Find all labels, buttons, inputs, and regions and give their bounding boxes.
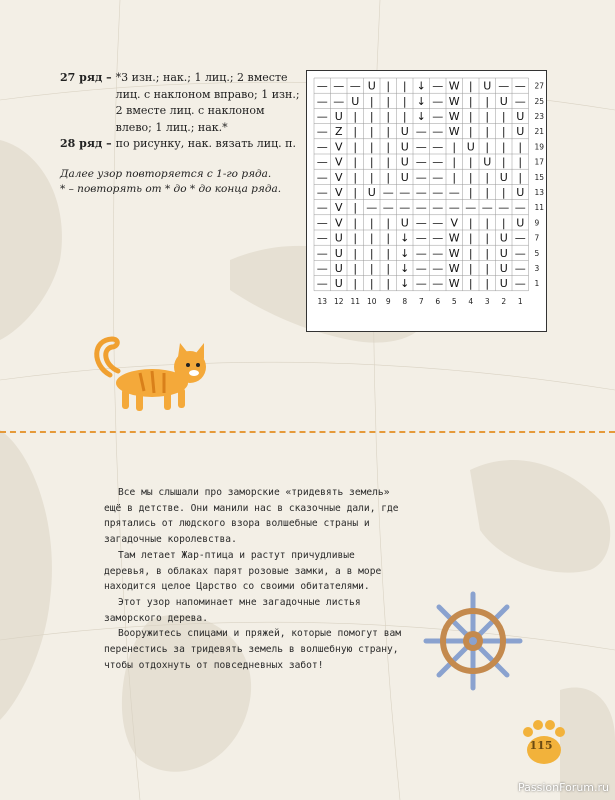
chart-symbol: U [516, 125, 525, 139]
chart-symbol: | [468, 79, 473, 93]
chart-symbol: | [386, 277, 391, 291]
knitting-instructions [60, 70, 300, 197]
chart-symbol: | [485, 231, 490, 245]
column-number: 12 [333, 296, 344, 306]
ship-wheel-icon [422, 590, 524, 692]
chart-symbol: | [485, 277, 490, 291]
chart-symbol: — [432, 125, 444, 139]
chart-symbol: | [468, 110, 473, 123]
chart-symbol: | [468, 246, 473, 260]
chart-symbol: V [334, 170, 343, 184]
instruction-notes [60, 167, 300, 197]
chart-symbol: | [518, 170, 523, 184]
chart-symbol: U [334, 110, 343, 123]
chart-symbol: W [448, 246, 460, 260]
chart-symbol: | [468, 231, 473, 245]
chart-symbol: U [483, 79, 492, 93]
chart-symbol: — [399, 201, 411, 215]
row-label: 27 ряд – [60, 71, 112, 84]
watermark: PassionForum.ru [518, 781, 609, 794]
chart-symbol: U [516, 216, 525, 230]
chart-symbol: | [386, 262, 391, 275]
knitting-chart [306, 70, 547, 332]
chart-symbol: W [448, 110, 460, 123]
chart-symbol: W [448, 79, 460, 93]
chart-symbol: | [353, 155, 358, 169]
chart-symbol: — [316, 94, 328, 108]
chart-symbol: — [415, 170, 427, 184]
chart-symbol: — [415, 155, 427, 169]
story-paragraph: Этот узор напоминает мне загадочные листья заморского дерева. [104, 596, 361, 624]
row-28-instruction [60, 136, 300, 153]
story-paragraph: Вооружитесь спицами и пряжей, которые помогут вам перенестись за тридевять земель в волшебную страну, чтобы отдохнуть от повседневных забот! [104, 628, 402, 671]
row-number: 19 [534, 142, 545, 152]
chart-symbol: V [334, 186, 343, 199]
chart-symbol: | [501, 186, 506, 199]
chart-symbol: — [448, 201, 460, 215]
row-number: 7 [534, 233, 540, 243]
row-number: 23 [534, 112, 545, 121]
chart-symbol: | [452, 155, 457, 169]
chart-symbol: — [415, 140, 427, 154]
chart-symbol: | [485, 94, 490, 108]
cat-icon [92, 335, 222, 415]
chart-symbol: — [316, 140, 328, 154]
chart-symbol: — [415, 231, 427, 245]
chart-symbol: — [316, 155, 328, 169]
chart-symbol: V [334, 140, 343, 154]
chart-symbol: — [415, 262, 427, 275]
chart-symbol: — [432, 94, 444, 108]
story-text [104, 485, 404, 673]
chart-symbol: | [485, 262, 490, 275]
chart-symbol: V [334, 216, 343, 230]
chart-symbol: ↓ [416, 79, 426, 93]
column-number: 4 [468, 296, 474, 306]
chart-symbol: — [448, 186, 460, 199]
chart-symbol: — [333, 94, 345, 108]
chart-symbol: W [448, 94, 460, 108]
chart-symbol: | [353, 246, 358, 260]
chart-symbol: — [316, 262, 328, 275]
row-number: 13 [534, 188, 545, 197]
chart-symbol: | [485, 186, 490, 199]
chart-symbol: — [316, 186, 328, 199]
row-number: 15 [534, 172, 545, 182]
column-number: 3 [484, 296, 490, 306]
chart-symbol: — [432, 186, 444, 199]
chart-symbol: — [514, 277, 526, 291]
chart-symbol: W [448, 125, 460, 139]
chart-symbol: — [432, 201, 444, 215]
column-number: 2 [501, 296, 507, 306]
chart-symbol: — [514, 201, 526, 215]
chart-symbol: | [402, 94, 407, 108]
chart-symbol: — [399, 186, 411, 199]
page-number: 115 [529, 739, 553, 752]
row-number: 27 [534, 81, 545, 91]
chart-symbol: — [366, 201, 378, 215]
chart-symbol: — [415, 216, 427, 230]
row-27-instruction [60, 70, 300, 136]
row-label: 28 ряд – [60, 137, 112, 150]
chart-symbol: | [369, 170, 374, 184]
row-text: *3 изн.; нак.; 1 лиц.; 2 вместе лиц. с наклоном вправо; 1 изн.; 2 вместе лиц. с наклоном влево; 1 лиц.; нак.* [115, 71, 300, 134]
column-number: 9 [385, 296, 391, 306]
row-number: 3 [534, 264, 540, 273]
chart-symbol: | [353, 201, 358, 215]
chart-symbol: — [316, 125, 328, 139]
chart-symbol: — [432, 216, 444, 230]
chart-symbol: | [518, 140, 523, 154]
row-number: 25 [534, 96, 545, 106]
chart-symbol: | [369, 155, 374, 169]
row-number: 17 [534, 157, 545, 167]
row-number: 9 [534, 218, 540, 228]
chart-symbol: — [498, 201, 510, 215]
chart-symbol: U [499, 170, 508, 184]
chart-symbol: V [334, 201, 343, 215]
chart-symbol: | [402, 110, 407, 123]
chart-symbol: | [518, 155, 523, 169]
chart-symbol: — [514, 262, 526, 275]
chart-symbol: U [400, 140, 409, 154]
chart-symbol: | [452, 140, 457, 154]
chart-symbol: U [334, 231, 343, 245]
chart-symbol: U [499, 277, 508, 291]
story-paragraph: Все мы слышали про заморские «тридевять земель» ещё в детстве. Они манили нас в сказочные дали, где прятались от людского взора волшебные страны и загадочные королевства. [104, 487, 399, 546]
chart-symbol: U [367, 186, 376, 199]
column-number: 13 [317, 296, 328, 306]
chart-symbol: | [369, 277, 374, 291]
chart-symbol: — [432, 79, 444, 93]
chart-symbol: — [415, 186, 427, 199]
chart-symbol: | [501, 155, 506, 169]
chart-symbol: | [402, 79, 407, 93]
column-number: 6 [435, 296, 441, 306]
chart-symbol: U [466, 140, 475, 154]
chart-symbol: | [468, 94, 473, 108]
chart-symbol: — [432, 231, 444, 245]
chart-symbol: U [367, 79, 376, 93]
chart-symbol: — [415, 246, 427, 260]
chart-symbol: | [353, 140, 358, 154]
chart-symbol: | [353, 170, 358, 184]
chart-symbol: U [400, 216, 409, 230]
chart-symbol: | [485, 246, 490, 260]
chart-symbol: U [400, 155, 409, 169]
chart-symbol: — [415, 125, 427, 139]
chart-symbol: | [386, 155, 391, 169]
chart-symbol: ↓ [400, 246, 410, 260]
chart-symbol: U [334, 277, 343, 291]
row-number: 21 [534, 127, 545, 137]
chart-symbol: U [499, 94, 508, 108]
chart-symbol: | [386, 216, 391, 230]
chart-symbol: | [386, 246, 391, 260]
chart-symbol: | [386, 110, 391, 123]
chart-symbol: | [501, 140, 506, 154]
chart-symbol: — [432, 155, 444, 169]
chart-symbol: | [468, 262, 473, 275]
chart-symbol: | [353, 110, 358, 123]
chart-symbol: U [516, 186, 525, 199]
row-number: 11 [534, 203, 545, 213]
chart-symbol: — [432, 262, 444, 275]
chart-symbol: | [386, 94, 391, 108]
note-asterisk: * – повторять от * до * до конца ряда. [60, 182, 282, 195]
chart-symbol: V [334, 155, 343, 169]
chart-symbol: — [316, 231, 328, 245]
chart-symbol: | [386, 79, 391, 93]
row-number: 5 [534, 248, 540, 258]
chart-symbol: | [353, 231, 358, 245]
chart-symbol: | [468, 125, 473, 139]
chart-symbol: | [468, 155, 473, 169]
chart-symbol: | [369, 262, 374, 275]
chart-symbol: | [468, 186, 473, 199]
column-number: 11 [350, 296, 361, 306]
chart-symbol: U [516, 110, 525, 123]
chart-symbol: U [334, 262, 343, 275]
chart-symbol: | [386, 125, 391, 139]
chart-symbol: — [316, 110, 328, 123]
chart-symbol: — [514, 94, 526, 108]
chart-symbol: U [499, 262, 508, 275]
chart-symbol: — [382, 201, 394, 215]
chart-symbol: — [514, 246, 526, 260]
chart-symbol: | [386, 231, 391, 245]
chart-symbol: | [501, 125, 506, 139]
chart-symbol: ↓ [416, 94, 426, 108]
chart-symbol: — [316, 170, 328, 184]
chart-symbol: | [353, 216, 358, 230]
chart-symbol: U [351, 94, 360, 108]
chart-symbol: — [316, 79, 328, 93]
chart-symbol: W [448, 262, 460, 275]
chart-symbol: U [400, 170, 409, 184]
chart-symbol: | [485, 140, 490, 154]
chart-symbol: — [316, 201, 328, 215]
chart-symbol: U [499, 231, 508, 245]
chart-symbol: | [386, 140, 391, 154]
chart-symbol: U [334, 246, 343, 260]
chart-symbol: — [481, 201, 493, 215]
chart-symbol: | [386, 170, 391, 184]
chart-symbol: | [353, 125, 358, 139]
row-number: 1 [534, 279, 540, 289]
chart-symbol: — [316, 216, 328, 230]
chart-symbol: ↓ [400, 231, 410, 245]
chart-symbol: Z [334, 125, 343, 139]
chart-symbol: | [369, 216, 374, 230]
chart-symbol: | [369, 94, 374, 108]
chart-symbol: — [415, 277, 427, 291]
chart-symbol: | [353, 262, 358, 275]
chart-symbol: | [353, 186, 358, 199]
column-number: 1 [517, 296, 523, 306]
chart-symbol: | [501, 110, 506, 123]
chart-symbol: | [353, 277, 358, 291]
chart-symbol: ↓ [400, 262, 410, 275]
row-text: по рисунку, нак. вязать лиц. п. [115, 137, 296, 150]
chart-symbol: — [432, 140, 444, 154]
chart-symbol: | [369, 110, 374, 123]
chart-symbol: — [415, 201, 427, 215]
chart-symbol: W [448, 277, 460, 291]
chart-symbol: | [468, 170, 473, 184]
chart-symbol: — [333, 79, 345, 93]
chart-symbol: — [514, 231, 526, 245]
chart-symbol: | [468, 277, 473, 291]
chart-symbol: | [485, 216, 490, 230]
chart-symbol: — [382, 186, 394, 199]
chart-symbol: U [499, 246, 508, 260]
chart-symbol: | [485, 125, 490, 139]
column-number: 10 [366, 296, 377, 306]
chart-symbol: — [432, 110, 444, 123]
chart-symbol: | [452, 170, 457, 184]
column-number: 8 [402, 296, 408, 306]
chart-symbol: | [485, 170, 490, 184]
chart-symbol: | [369, 140, 374, 154]
chart-symbol: — [465, 201, 477, 215]
chart-symbol: — [316, 246, 328, 260]
column-number: 7 [418, 296, 424, 306]
dashed-divider [0, 431, 615, 433]
story-paragraph: Там летает Жар-птица и растут причудливые деревья, в облаках парят розовые замки, а в море находится целое Царство со своими обитателями. [104, 549, 382, 593]
chart-symbol: | [369, 246, 374, 260]
chart-symbol: | [485, 110, 490, 123]
chart-symbol: — [514, 79, 526, 93]
chart-symbol: — [349, 79, 361, 93]
chart-symbol: — [432, 277, 444, 291]
chart-symbol: U [483, 155, 492, 169]
chart-symbol: — [316, 277, 328, 291]
chart-symbol: — [498, 79, 510, 93]
chart-symbol: U [400, 125, 409, 139]
chart-symbol: | [501, 216, 506, 230]
chart-symbol: W [448, 231, 460, 245]
chart-symbol: | [369, 125, 374, 139]
chart-symbol: ↓ [400, 277, 410, 291]
chart-symbol: V [450, 216, 459, 230]
chart-symbol: — [432, 170, 444, 184]
chart-symbol: — [432, 246, 444, 260]
column-number: 5 [451, 296, 457, 306]
chart-symbol: ↓ [416, 110, 426, 123]
chart-symbol: | [369, 231, 374, 245]
chart-symbol: | [468, 216, 473, 230]
note-repeat: Далее узор повторяется с 1-го ряда. [60, 167, 272, 180]
